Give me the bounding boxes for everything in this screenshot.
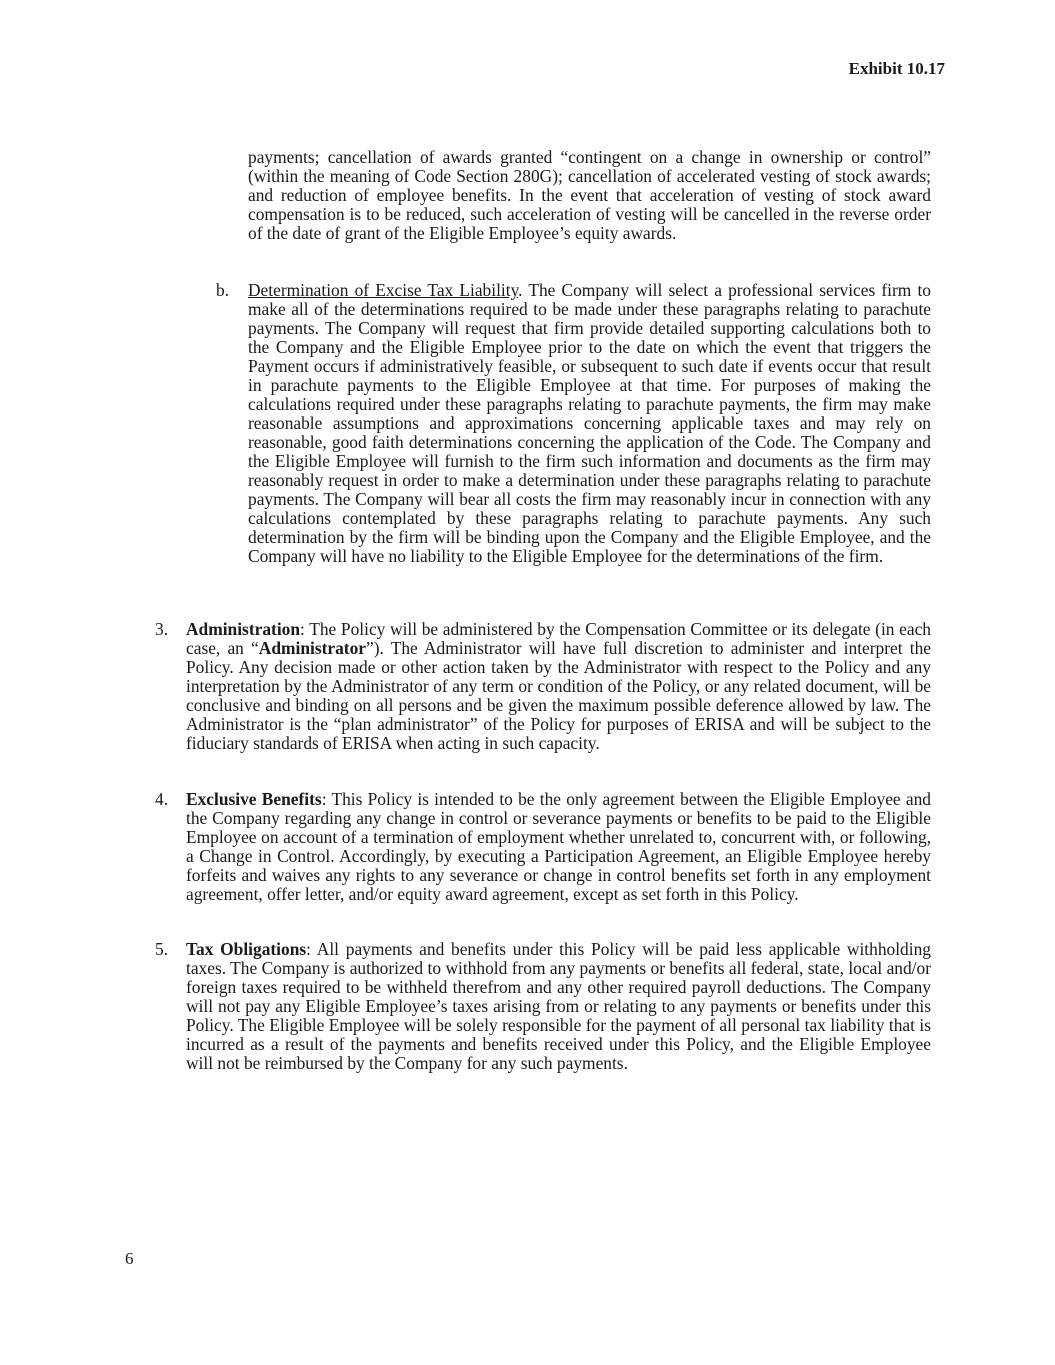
- section-3-body-part-2: ”). The Administrator will have full discretion to administer and interpret the Policy. Any decision made or other action taken by the Administrator with respect to the Policy and any interpretation by the Administrator of any term or condition of the Policy, or any related document, will be conclusive and binding on all persons and be given the maximum possible deference allowed by law. The Administrator is the “plan administrator” of the Policy for purposes of ERISA and will be subject to the fiduciary standards of ERISA when acting in such capacity.: [186, 638, 931, 753]
- subsection-b-marker: b.: [216, 280, 230, 300]
- section-4-paragraph: [186, 790, 931, 904]
- subsection-b-body: . The Company will select a professional services firm to make all of the determinations required to be made under these paragraphs relating to parachute payments. The Company will request that firm provide detailed supporting calculations both to the Company and the Eligible Employee prior to the date on which the event that triggers the Payment occurs if administratively feasible, or subsequent to such date if events occur that result in parachute payments to the Eligible Employee at that time. For purposes of making the calculations required under these paragraphs relating to parachute payments, the firm may make reasonable assumptions and approximations concerning applicable taxes and may rely on reasonable, good faith determinations concerning the application of the Code. The Company and the Eligible Employee will furnish to the firm such information and documents as the firm may reasonably request in order to make a determination under these paragraphs relating to parachute payments. The Company will bear all costs the firm may reasonably incur in connection with any calculations contemplated by these paragraphs relating to parachute payments. Any such determination by the firm will be binding upon the Company and the Eligible Employee, and the Company will have no liability to the Eligible Employee for the determinations of the firm.: [248, 280, 931, 566]
- section-4-heading: Exclusive Benefits: [186, 789, 322, 809]
- section-4-body: : This Policy is intended to be the only agreement between the Eligible Employee and the Company regarding any change in control or severance payments or benefits to be paid to the Eligible Employee on account of a termination of employment whether unrelated to, concurrent with, or following, a Change in Control. Accordingly, by executing a Participation Agreement, an Eligible Employee hereby forfeits and waives any rights to any severance or change in control benefits set forth in any employment agreement, offer letter, and/or equity award agreement, except as set forth in this Policy.: [186, 789, 931, 904]
- section-5-body: : All payments and benefits under this Policy will be paid less applicable withholding taxes. The Company is authorized to withhold from any payments or benefits all federal, state, local and/or foreign taxes required to be withheld therefrom and any other required payroll deductions. The Company will not pay any Eligible Employee’s taxes arising from or relating to any payments or benefits under this Policy. The Eligible Employee will be solely responsible for the payment of all personal tax liability that is incurred as a result of the payments and benefits received under this Policy, and the Eligible Employee will not be reimbursed by the Company for any such payments.: [186, 939, 931, 1073]
- page-number: 6: [125, 1249, 134, 1268]
- section-3-body-part-1: : The Policy will be administered by the Compensation Committee or its delegate (in each case, an “: [186, 619, 931, 658]
- section-4-number: 4.: [155, 789, 169, 809]
- section-5-number: 5.: [155, 939, 169, 959]
- section-5-paragraph: [186, 940, 931, 1073]
- continuation-paragraph: payments; cancellation of awards granted “contingent on a change in ownership or control” (within the meaning of Code Section 280G); cancellation of accelerated vesting of stock awards; and reduction of employee benefits. In the event that acceleration of vesting of stock award compensation is to be reduced, such acceleration of vesting will be cancelled in the reverse order of the date of grant of the Eligible Employee’s equity awards.: [248, 147, 931, 243]
- section-3-paragraph: [186, 620, 931, 753]
- section-3-defined-term: Administrator: [258, 638, 367, 658]
- section-3-heading: Administration: [186, 619, 301, 639]
- section-3-number: 3.: [155, 619, 169, 639]
- subsection-b-heading: Determination of Excise Tax Liability: [248, 280, 519, 300]
- section-5-heading: Tax Obligations: [186, 939, 307, 959]
- subsection-b-paragraph: [248, 281, 931, 566]
- exhibit-label: Exhibit 10.17: [848, 59, 945, 78]
